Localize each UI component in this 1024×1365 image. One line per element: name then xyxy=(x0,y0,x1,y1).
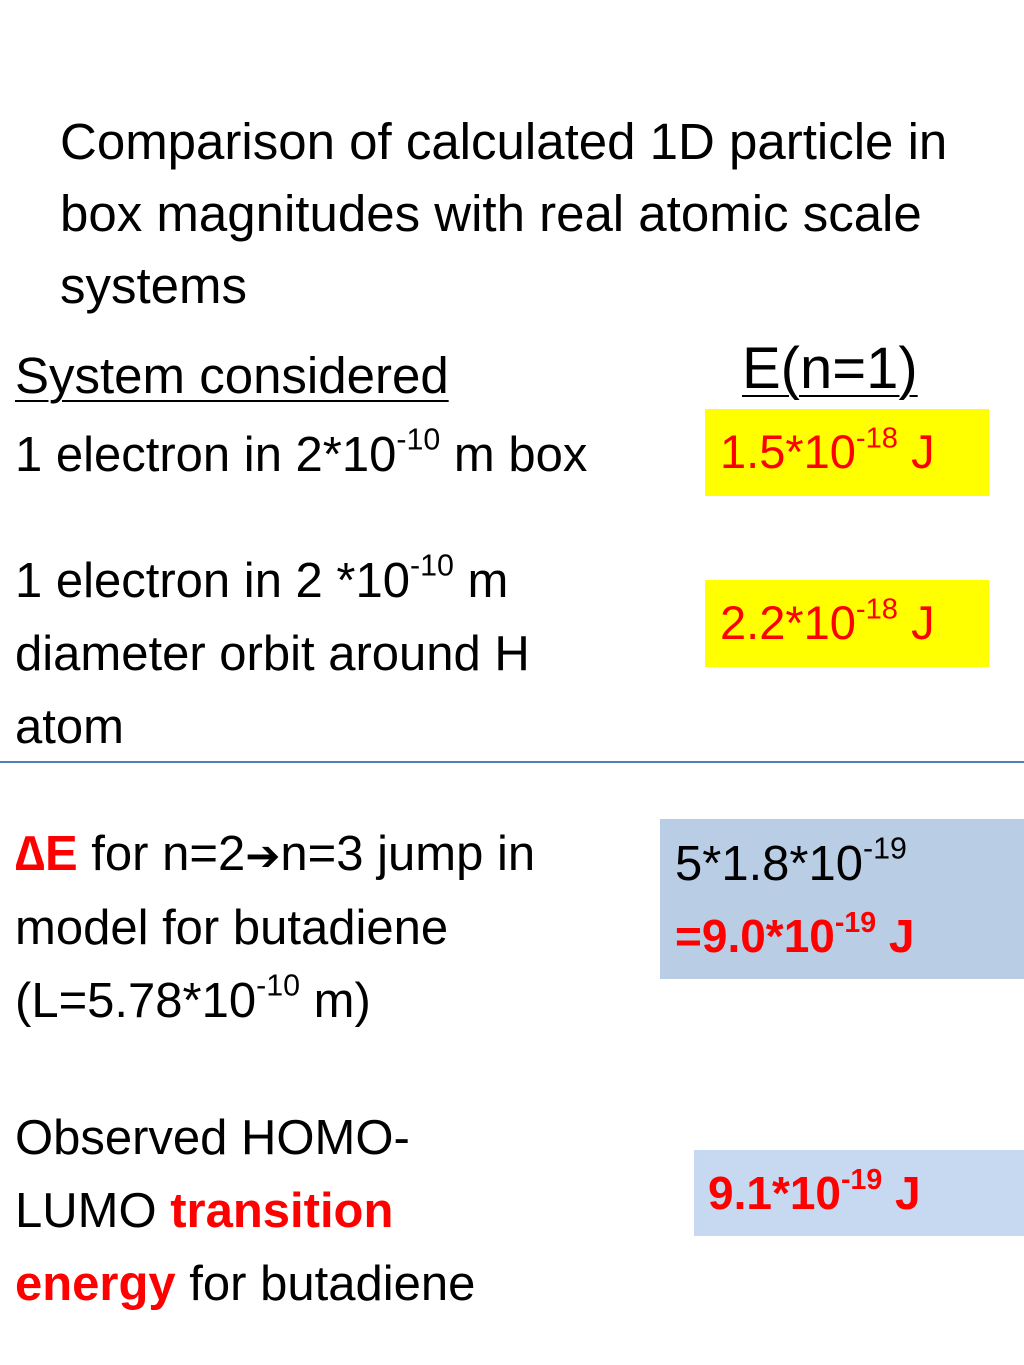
energy-value-row-1 xyxy=(705,409,989,496)
arrow-right-icon: ➔ xyxy=(245,831,281,880)
slide-title: Comparison of calculated 1D particle in box magnitudes with real atomic scale systems xyxy=(60,113,948,314)
energy-row-1-unit: J xyxy=(898,425,935,478)
observed-value-base: 9.1*10 xyxy=(708,1167,842,1219)
system-row-2-prefix: 1 electron in 2 *10 xyxy=(15,554,410,608)
system-row-2-suffix: m xyxy=(453,554,509,608)
delta-e-calc-base: 5*1.8*10 xyxy=(675,837,864,891)
system-row-2-line-2: diameter orbit around H xyxy=(15,627,530,681)
observed-value xyxy=(708,1160,921,1226)
observed-line-1: Observed HOMO- xyxy=(15,1111,410,1165)
observed-description xyxy=(15,1102,475,1321)
delta-e-result-unit: J xyxy=(876,910,915,962)
observed-value-unit: J xyxy=(882,1167,921,1219)
observed-transition: transition xyxy=(170,1184,394,1238)
system-row-2-exponent: -10 xyxy=(410,548,454,583)
delta-e-line-2: model for butadiene xyxy=(15,901,449,955)
section-divider xyxy=(0,761,1024,763)
delta-e-result xyxy=(675,905,914,967)
system-row-1 xyxy=(15,419,587,492)
energy-column-header: E(n=1) xyxy=(742,336,918,401)
delta-e-length-suffix: m) xyxy=(300,974,371,1028)
energy-row-1-exponent: -18 xyxy=(855,422,899,455)
system-column-header: System considered xyxy=(15,347,449,404)
system-row-2-line-3: atom xyxy=(15,700,124,754)
system-row-1-exponent: -10 xyxy=(396,422,441,457)
delta-e-value-box xyxy=(660,819,1024,979)
delta-e-line-3 xyxy=(15,965,535,1038)
observed-lumo: LUMO xyxy=(15,1184,171,1238)
delta-e-result-exponent: -19 xyxy=(834,907,877,940)
energy-row-2-unit: J xyxy=(898,596,935,649)
system-row-1-suffix: m box xyxy=(440,428,588,482)
delta-e-line-1 xyxy=(15,818,535,892)
energy-value-row-2 xyxy=(705,580,989,667)
observed-energy: energy xyxy=(15,1257,176,1311)
observed-for-butadiene: for butadiene xyxy=(175,1257,476,1311)
observed-value-box xyxy=(694,1150,1024,1236)
observed-value-exponent: -19 xyxy=(841,1164,883,1197)
delta-e-text-1: for n=2 xyxy=(77,827,246,881)
delta-e-length-prefix: (L=5.78*10 xyxy=(15,974,257,1028)
delta-e-result-base: =9.0*10 xyxy=(675,910,835,962)
delta-e-calculation xyxy=(675,833,907,895)
system-row-1-prefix: 1 electron in 2*10 xyxy=(15,428,397,482)
system-row-2-line-1 xyxy=(15,545,530,618)
delta-e-symbol: ∆E xyxy=(15,827,78,881)
observed-line-2 xyxy=(15,1175,475,1248)
energy-row-2-base: 2.2*10 xyxy=(720,596,856,649)
delta-e-text-2: n=3 jump in xyxy=(280,827,536,881)
energy-row-2-exponent: -18 xyxy=(855,593,899,626)
delta-e-description xyxy=(15,818,535,1038)
delta-e-calc-exponent: -19 xyxy=(863,831,907,866)
observed-line-3 xyxy=(15,1248,475,1321)
system-row-2 xyxy=(15,545,530,764)
energy-row-1-base: 1.5*10 xyxy=(720,425,856,478)
delta-e-length-exponent: -10 xyxy=(256,968,301,1003)
